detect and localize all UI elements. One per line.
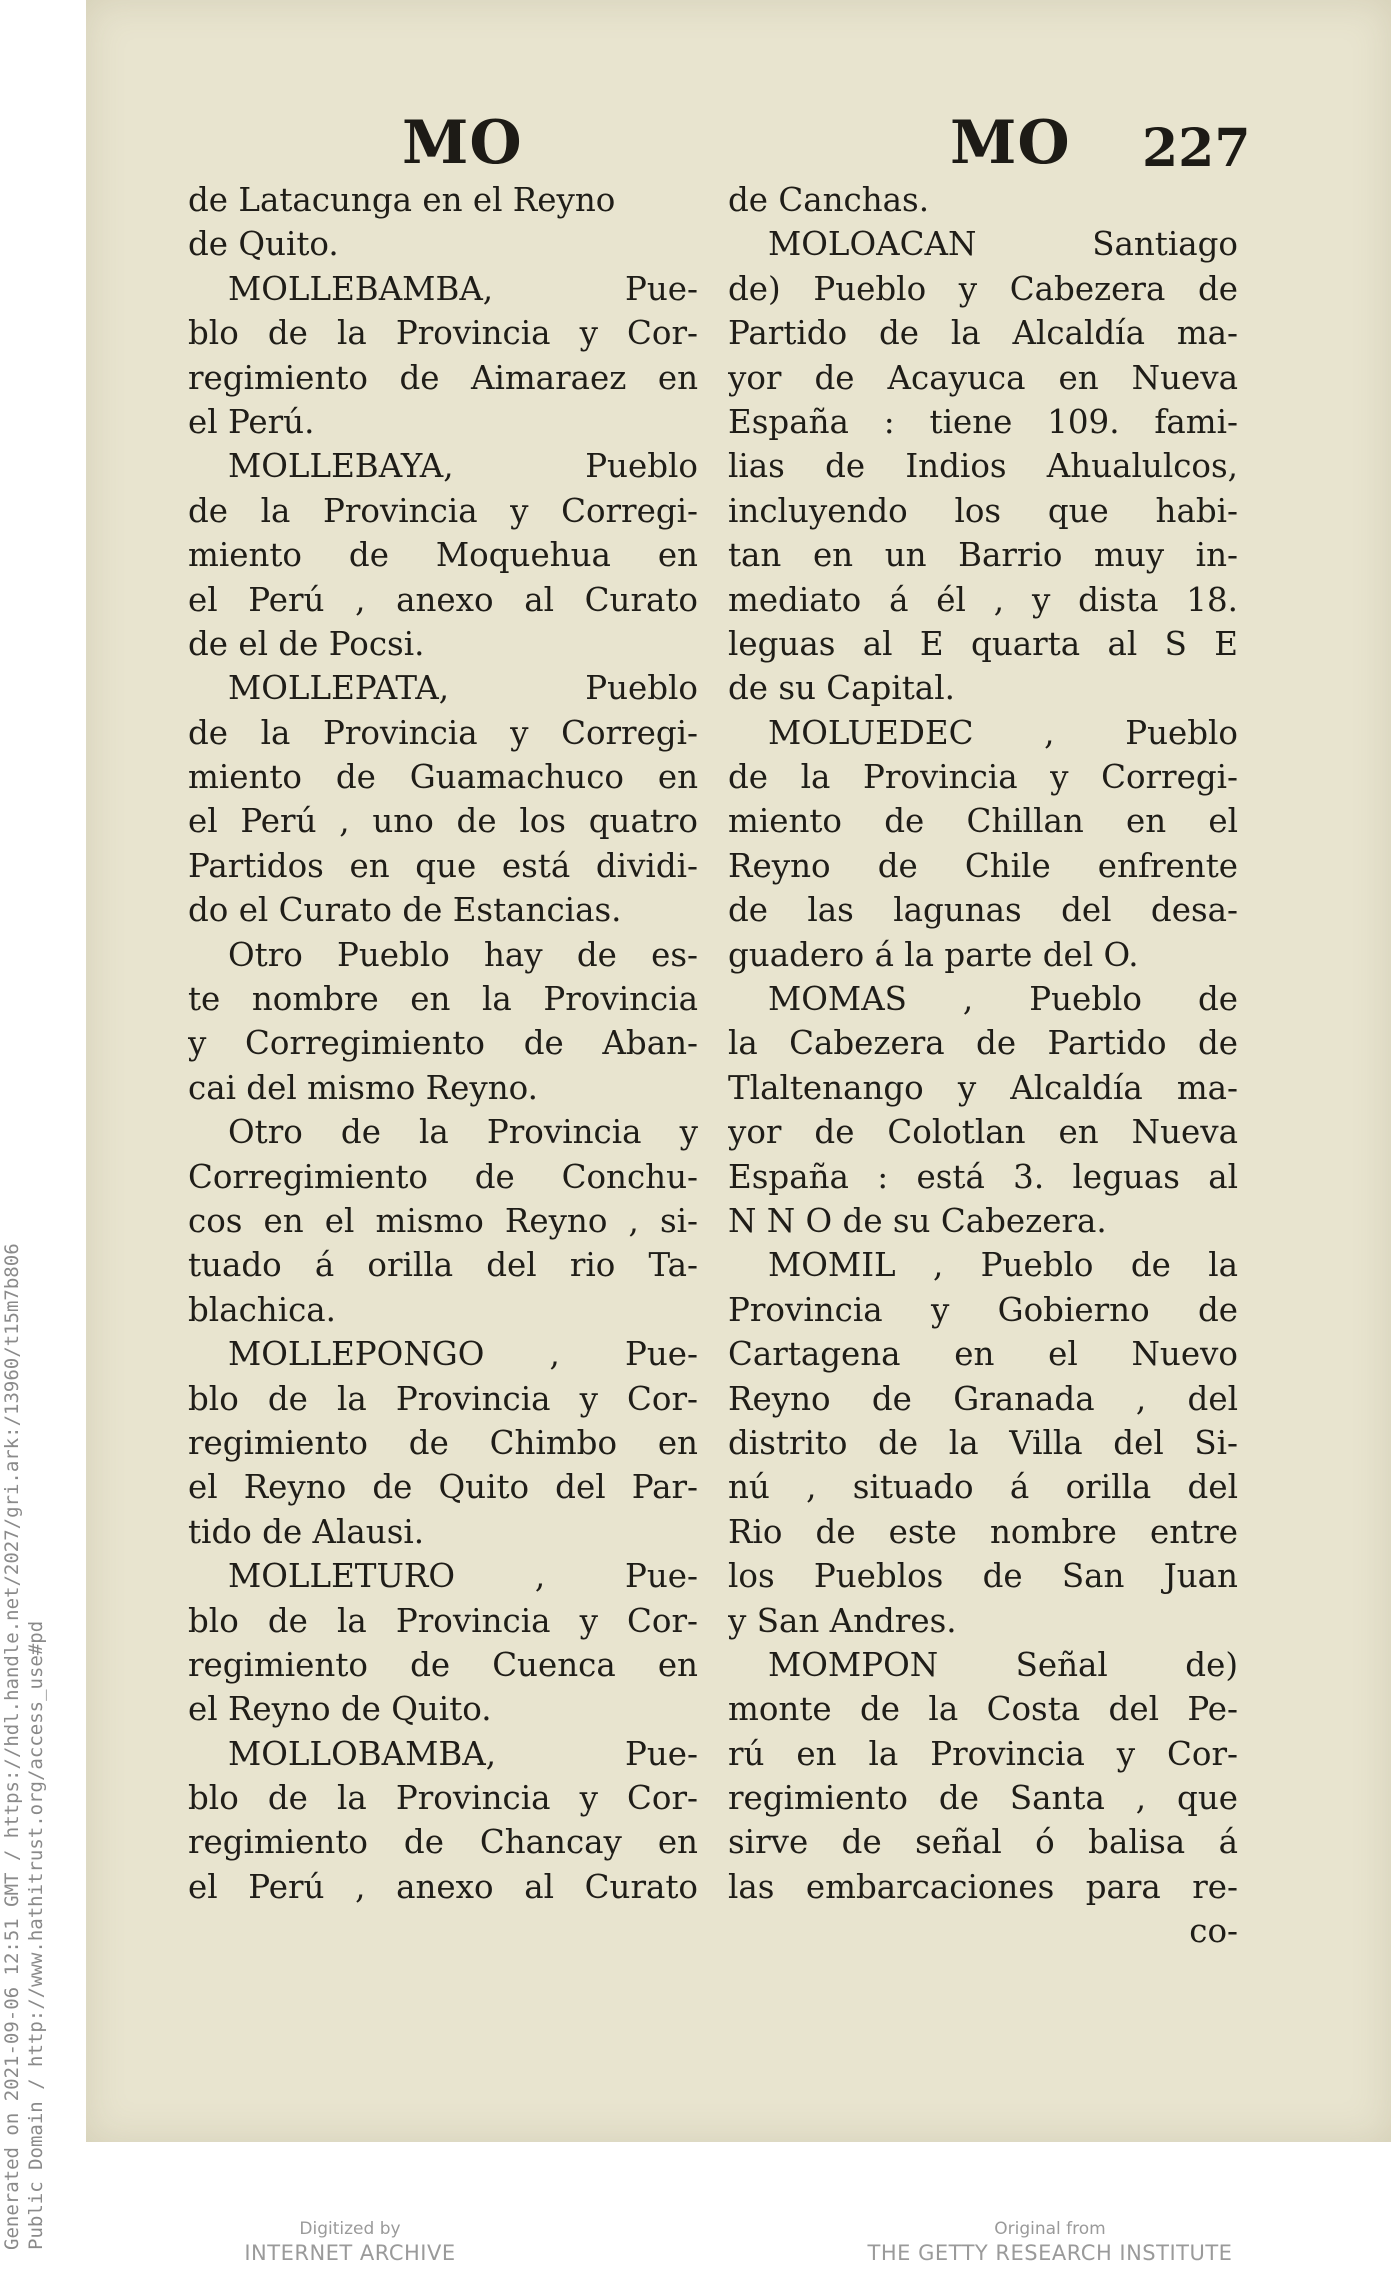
text-line: regimiento de Cuenca en — [188, 1645, 698, 1684]
digitized-by-credit — [220, 2218, 480, 2266]
text-line: de Latacunga en el Reyno — [188, 181, 616, 219]
text-line: tido de Alausi. — [188, 1512, 425, 1551]
page-number: 227 — [1142, 118, 1251, 179]
text-line: miento de Guamachuco en — [188, 758, 698, 797]
text-line: miento de Chillan en el — [728, 802, 1238, 841]
text-line: Partidos en que está dividi- — [188, 846, 698, 885]
text-line: yor de Colotlan en Nueva — [728, 1113, 1238, 1152]
text-line: cai del mismo Reyno. — [188, 1068, 538, 1107]
entry-heading-line: MOLLOBAMBA, Pue- — [228, 1734, 698, 1773]
original-from-label: Original from — [994, 2219, 1106, 2239]
text-line: rú en la Provincia y Cor- — [728, 1734, 1238, 1773]
text-line: sirve de señal ó balisa á — [728, 1823, 1238, 1862]
text-line: Reyno de Granada , del — [728, 1379, 1238, 1418]
text-line: mediato á él , y dista 18. — [728, 580, 1238, 619]
text-line: de) Pueblo y Cabezera de — [728, 269, 1238, 308]
entry-heading-line: MOMIL , Pueblo de la — [768, 1246, 1238, 1285]
text-line: monte de la Costa del Pe- — [728, 1690, 1238, 1729]
catchword: co- — [1189, 1912, 1238, 1951]
text-line: Rio de este nombre entre — [728, 1512, 1238, 1551]
text-line: Partido de la Alcaldía ma- — [728, 314, 1238, 353]
right-text-column — [728, 178, 1238, 1954]
text-line: distrito de la Villa del Si- — [728, 1423, 1238, 1462]
entry-heading-line: MOMPON Señal de) — [768, 1645, 1238, 1684]
text-line: regimiento de Santa , que — [728, 1779, 1238, 1818]
text-line: guadero á la parte del O. — [728, 935, 1139, 974]
text-line: cos en el mismo Reyno , si- — [188, 1201, 698, 1240]
text-line: regimiento de Aimaraez en — [188, 358, 698, 397]
text-line: Provincia y Gobierno de — [728, 1290, 1238, 1329]
text-line: tuado á orilla del rio Ta- — [188, 1246, 698, 1285]
text-line: Tlaltenango y Alcaldía ma- — [728, 1068, 1238, 1107]
text-line: el Perú , anexo al Curato — [188, 1867, 698, 1906]
text-line: blo de la Provincia y Cor- — [188, 1379, 698, 1418]
text-line: te nombre en la Provincia — [188, 980, 698, 1019]
text-line: el Reyno de Quito. — [188, 1690, 492, 1729]
side-stamp-line: Public Domain / http://www.hathitrust.org/access_use#pd — [25, 1620, 47, 2250]
text-line: Reyno de Chile enfrente — [728, 846, 1238, 885]
text-line: miento de Moquehua en — [188, 536, 698, 575]
text-line: Otro de la Provincia y — [228, 1113, 698, 1152]
text-line: los Pueblos de San Juan — [728, 1557, 1238, 1596]
text-line: de Quito. — [188, 225, 339, 264]
entry-heading-line: MOLUEDEC , Pueblo — [768, 713, 1238, 752]
left-text-column — [188, 178, 698, 1909]
text-line: de el de Pocsi. — [188, 624, 425, 663]
text-line: el Perú , anexo al Curato — [188, 580, 698, 619]
internet-archive-label: INTERNET ARCHIVE — [244, 2241, 456, 2265]
entry-heading-line: MOLLEPONGO , Pue- — [228, 1335, 698, 1374]
text-line: el Reyno de Quito del Par- — [188, 1468, 698, 1507]
text-line: Otro Pueblo hay de es- — [228, 935, 698, 974]
entry-heading-line: MOLLEBAMBA, Pue- — [228, 269, 698, 308]
text-line: blo de la Provincia y Cor- — [188, 1779, 698, 1818]
entry-heading-line: MOMAS , Pueblo de — [768, 980, 1238, 1019]
text-line: Cartagena en el Nuevo — [728, 1335, 1238, 1374]
text-line: N N O de su Cabezera. — [728, 1201, 1107, 1240]
digitized-by-label: Digitized by — [299, 2219, 401, 2239]
text-line: España : tiene 109. fami- — [728, 402, 1238, 441]
text-line: Corregimiento de Conchu- — [188, 1157, 698, 1196]
text-line: yor de Acayuca en Nueva — [728, 358, 1238, 397]
text-line: de su Capital. — [728, 669, 955, 708]
text-line: de la Provincia y Corregi- — [188, 491, 698, 530]
text-line: y San Andres. — [728, 1601, 957, 1640]
running-head-right: MO — [950, 108, 1071, 178]
text-line: blachica. — [188, 1290, 337, 1329]
scanned-page — [86, 0, 1391, 2142]
side-stamp-line: Generated on 2021-09-06 12:51 GMT / https://hdl.handle.net/2027/gri.ark:/13960/t15m7b806 — [1, 1243, 23, 2250]
text-line: nú , situado á orilla del — [728, 1468, 1238, 1507]
text-line: y Corregimiento de Aban- — [188, 1024, 698, 1063]
text-line: las embarcaciones para re- — [728, 1867, 1238, 1906]
text-line: leguas al E quarta al S E — [728, 624, 1238, 663]
text-line: el Perú. — [188, 402, 315, 441]
text-line: regimiento de Chimbo en — [188, 1423, 698, 1462]
text-line: España : está 3. leguas al — [728, 1157, 1238, 1196]
text-line: lias de Indios Ahualulcos, — [728, 447, 1238, 486]
text-line: blo de la Provincia y Cor- — [188, 1601, 698, 1640]
text-line: la Cabezera de Partido de — [728, 1024, 1238, 1063]
text-line: blo de la Provincia y Cor- — [188, 314, 698, 353]
text-line: de la Provincia y Corregi- — [728, 758, 1238, 797]
text-line: tan en un Barrio muy in- — [728, 536, 1238, 575]
text-line: regimiento de Chancay en — [188, 1823, 698, 1862]
hathitrust-side-stamp — [0, 1243, 48, 2250]
entry-heading-line: MOLOACAN Santiago — [768, 225, 1238, 264]
entry-heading-line: MOLLEBAYA, Pueblo — [228, 447, 698, 486]
original-from-credit — [850, 2218, 1250, 2266]
text-line: de las lagunas del desa- — [728, 891, 1238, 930]
text-line: el Perú , uno de los quatro — [188, 802, 698, 841]
entry-heading-line: MOLLETURO , Pue- — [228, 1557, 698, 1596]
entry-heading-line: MOLLEPATA, Pueblo — [228, 669, 698, 708]
text-line: de la Provincia y Corregi- — [188, 713, 698, 752]
text-line: de Canchas. — [728, 181, 930, 219]
text-line: incluyendo los que habi- — [728, 491, 1238, 530]
getty-institute-label: THE GETTY RESEARCH INSTITUTE — [867, 2241, 1233, 2265]
text-line: do el Curato de Estancias. — [188, 891, 622, 930]
running-head-left: MO — [402, 108, 523, 178]
